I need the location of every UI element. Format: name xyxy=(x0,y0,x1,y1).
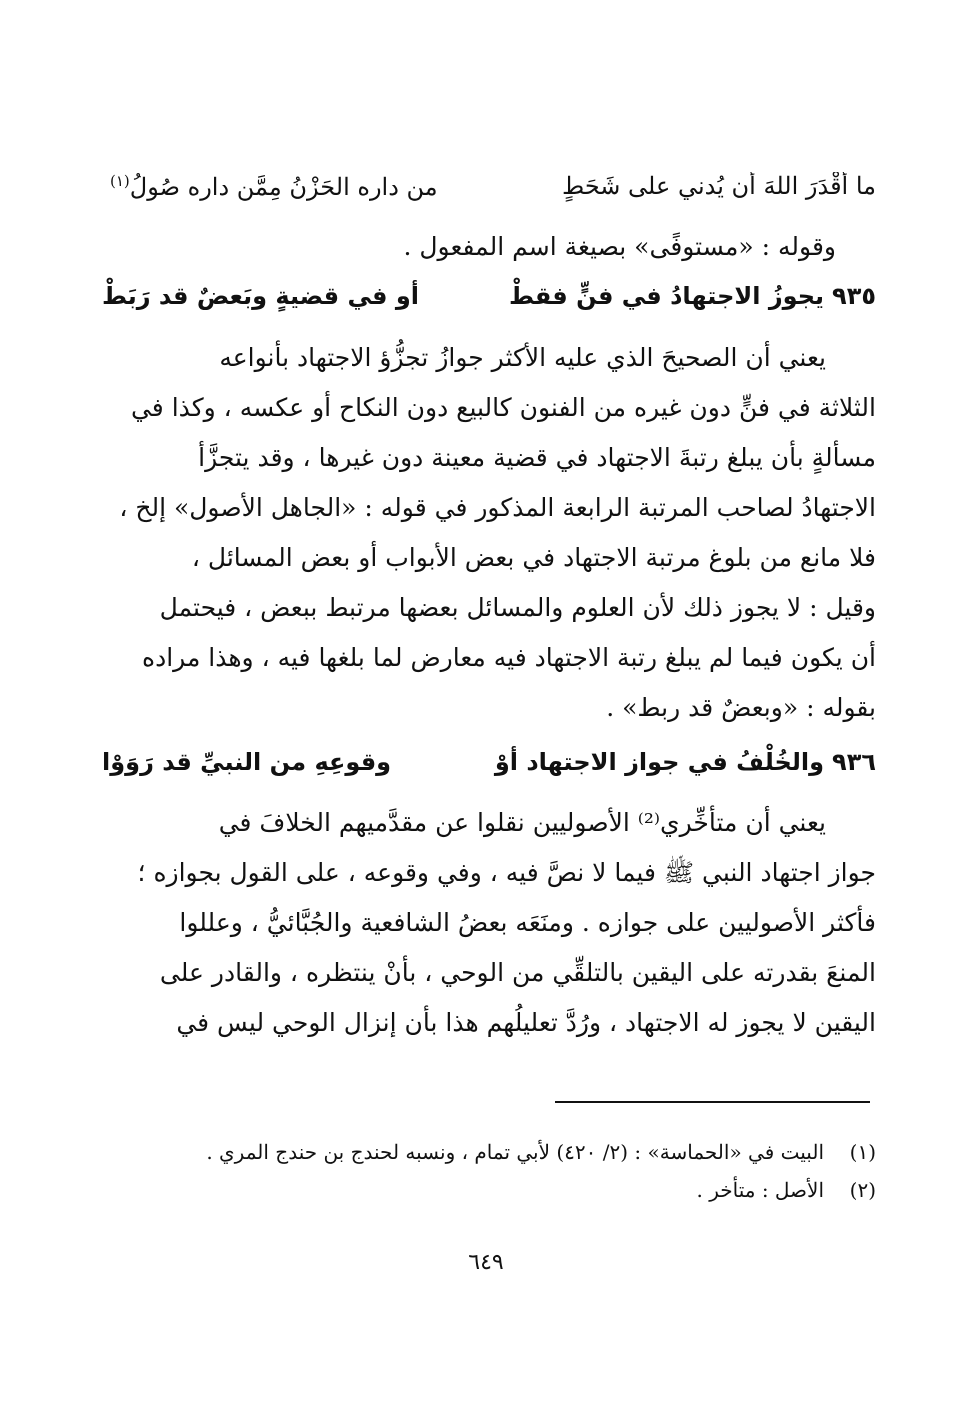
verse-hemistich-2 xyxy=(110,172,438,201)
paragraph-line xyxy=(102,483,876,533)
verse-line xyxy=(102,172,876,216)
paragraph-line-text: فأكثر الأصوليين على جوازه . ومنَعَه بعضُ الشافعية والجُبَّائيُّ ، وعللوا xyxy=(179,908,876,937)
poem-number: ٩٣٦ xyxy=(832,748,876,776)
footnote-ref-1: (١) xyxy=(110,172,130,190)
paragraph-line xyxy=(102,383,876,433)
poem-line-935 xyxy=(102,272,876,320)
intro-line xyxy=(102,222,876,272)
footnote-number: (٢) xyxy=(849,1178,876,1202)
footnote-1 xyxy=(102,1132,876,1172)
poem-hemistich-1: يجوزُ الاجتهادُ في فنٍّ فقطْ xyxy=(509,282,824,310)
poem-line-936 xyxy=(102,738,876,786)
paragraph-line-text: يعني أن متأخِّري⁽²⁾ الأصوليين نقلوا عن مقدَّميهم الخلافَ في xyxy=(218,808,826,837)
paragraph-line-text: وقيل : لا يجوز ذلك لأن العلوم والمسائل بعضها مرتبط ببعض ، فيحتمل xyxy=(159,593,876,622)
paragraph-line xyxy=(102,583,876,633)
verse-hemistich-2-text: من داره الحَزْنُ مِمَّن داره صُولُ xyxy=(129,173,438,201)
intro-text: وقوله : «مستوفًى» بصيغة اسم المفعول . xyxy=(403,232,836,261)
paragraph-line xyxy=(102,333,876,383)
paragraph-line-text: المنعَ بقدرته على اليقين بالتلقِّي من الوحي ، بأنْ ينتظره ، والقادر على xyxy=(159,958,876,987)
paragraph-line xyxy=(102,998,876,1048)
paragraph-line-text: الاجتهادُ لصاحب المرتبة الرابعة المذكور في قوله : «الجاهل الأصول» إلخ ، xyxy=(119,493,876,522)
paragraph-line-text: مسألةٍ بأن يبلغ رتبةَ الاجتهاد في قضية معينة دون غيرها ، وقد يتجزَّأ xyxy=(198,443,876,472)
paragraph-line-text: فلا مانع من بلوغ مرتبة الاجتهاد في بعض الأبواب أو بعض المسائل ، xyxy=(191,543,876,572)
footnote-2 xyxy=(102,1170,876,1210)
paragraph-line xyxy=(102,633,876,683)
paragraph-line-text: جواز اجتهاد النبي ﷺ فيما لا نصَّ فيه ، وفي وقوعه ، على القول بجوازه ؛ xyxy=(137,858,876,887)
paragraph-line-text: يعني أن الصحيحَ الذي عليه الأكثر جوازُ تجزُّؤ الاجتهاد بأنواعه xyxy=(219,343,826,372)
poem-hemistich-2: أو في قضيةٍ وبَعضٌ قد رَبَطْ xyxy=(102,282,419,310)
footnote-number: (١) xyxy=(849,1140,876,1164)
paragraph-line-text: الثلاثة في فنٍّ دون غيره من الفنون كالبيع دون النكاح أو عكسه ، وكذا في xyxy=(130,393,876,422)
poem-hemistich-1: والخُلْفُ في جواز الاجتهاد أوْ xyxy=(494,748,824,776)
poem-hemistich-2: وقوعِهِ من النبيِّ قد رَوَوْا xyxy=(102,748,392,776)
paragraph-line xyxy=(102,948,876,998)
paragraph-line-text: أن يكون فيما لم يبلغ رتبة الاجتهاد فيه معارض لما بلغها فيه ، وهذا مراده xyxy=(142,643,876,672)
paragraph-line xyxy=(102,683,876,733)
paragraph-line xyxy=(102,533,876,583)
paragraph-line xyxy=(102,848,876,898)
footnote-text: البيت في «الحماسة» : (٢/ ٤٢٠) لأبي تمام ، ونسبه لحندج بن حندج المري . xyxy=(206,1140,824,1164)
verse-hemistich-1: ما أَقْدَرَ اللهَ أن يُدني على شَحَطٍ xyxy=(562,172,876,200)
paragraph-line xyxy=(102,798,876,848)
paragraph-line xyxy=(102,898,876,948)
paragraph-line-text: اليقين لا يجوز له الاجتهاد ، ورُدَّ تعليلُهم هذا بأن إنزال الوحي ليس في xyxy=(176,1008,876,1037)
page-number: ٦٤٩ xyxy=(468,1250,504,1275)
footnote-separator xyxy=(555,1101,870,1103)
poem-number: ٩٣٥ xyxy=(832,282,876,310)
paragraph-line-text: بقوله : «وبعضٌ قد ربط» . xyxy=(606,693,876,722)
paragraph-line xyxy=(102,433,876,483)
footnote-text: الأصل : متأخر . xyxy=(696,1178,824,1202)
